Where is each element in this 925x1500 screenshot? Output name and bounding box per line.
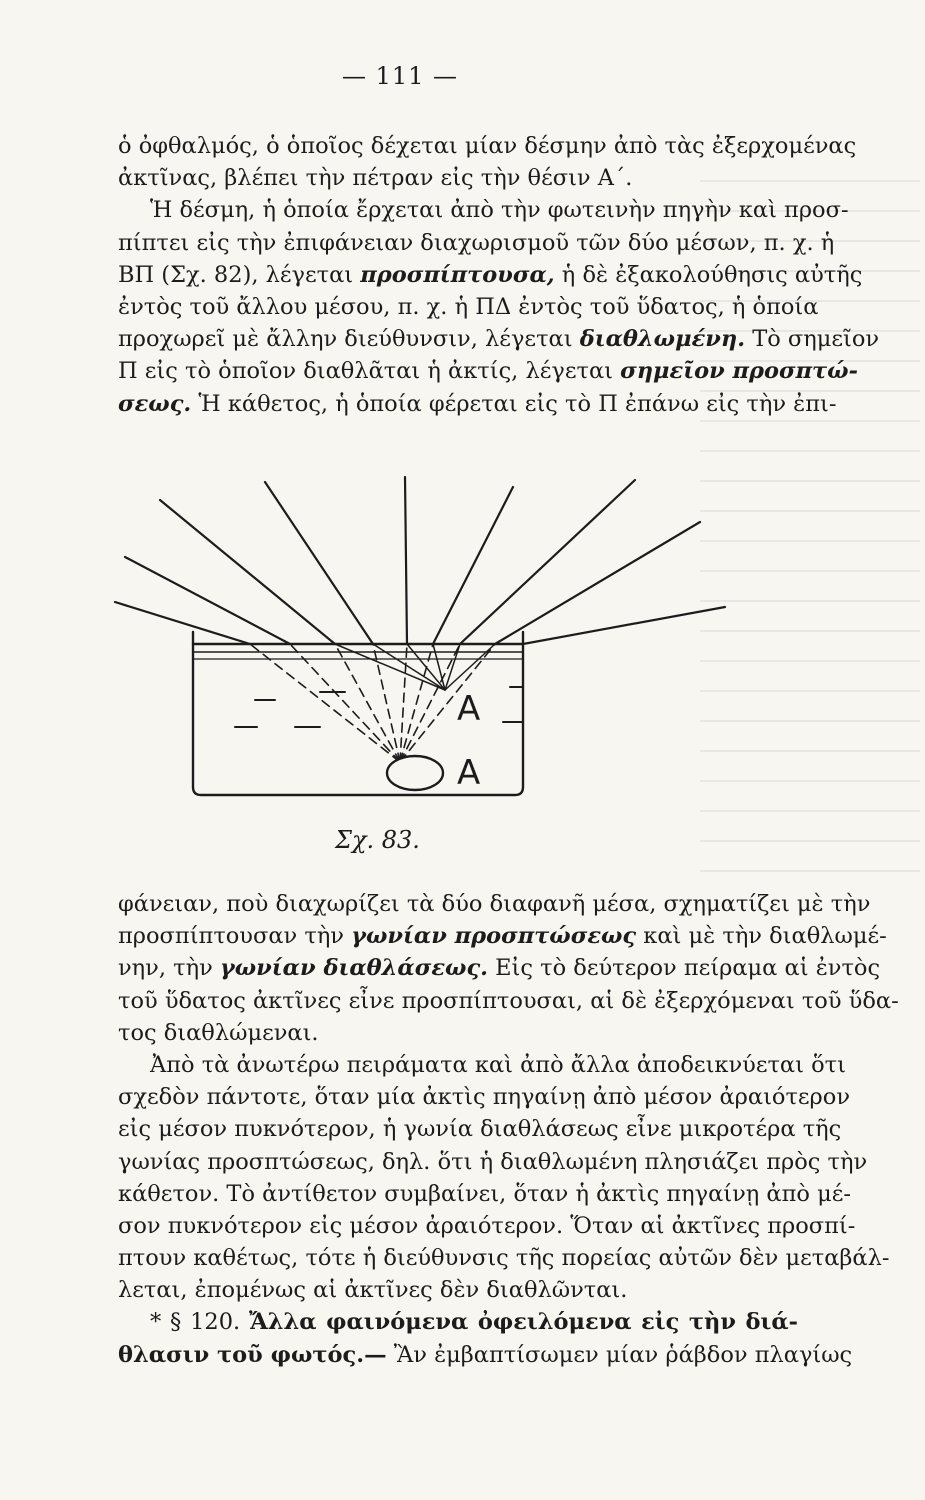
text-line: θλασιν τοῦ φωτός.— Ἂν ἐμβαπτίσωμεν μίαν ῥάβδον πλαγίως <box>118 1341 853 1368</box>
text-line: προσπίπτουσαν τὴν γωνίαν προσπτώσεως καὶ μὲ τὴν διαθλωμέ- <box>118 923 887 950</box>
text-line: ὁ ὀφθαλμός, ὁ ὁποῖος δέχεται μίαν δέσμην ἀπὸ τὰς ἐξερχομένας <box>118 133 857 159</box>
text-line: εἰς μέσον πυκνότερον, ἡ γωνία διαθλάσεως εἶνε μικροτέρα τῆς <box>118 1116 842 1143</box>
stone-icon <box>387 756 443 790</box>
ray <box>265 482 373 644</box>
real-stone-label: Α <box>457 753 481 793</box>
ray <box>115 602 250 644</box>
figure-caption: Σχ. 83. <box>335 826 420 854</box>
text-line: Ἀπὸ τὰ ἀνωτέρω πειράματα καὶ ἀπὸ ἄλλα ἀποδεικνύεται ὅτι <box>150 1051 846 1078</box>
section-heading-line: * § 120. Ἄλλα φαινόμενα ὀφειλόμενα εἰς τὴν διά- <box>150 1309 799 1336</box>
text-line: Π εἰς τὸ ὁποῖον διαθλᾶται ἡ ἀκτίς, λέγεται σημεῖον προσπτώ- <box>118 358 858 385</box>
text-line: φάνειαν, ποὺ διαχωρίζει τὰ δύο διαφανῆ μέσα, σχηματίζει μὲ τὴν <box>118 891 871 917</box>
paragraph-block-bottom <box>118 888 899 1371</box>
paragraph-block-top <box>118 130 880 420</box>
text-line: σχεδὸν πάντοτε, ὅταν μία ἀκτὶς πηγαίνῃ ἀπὸ μέσον ἀραιότερον <box>118 1084 850 1111</box>
text-line: τος διαθλώμεναι. <box>118 1019 319 1046</box>
term-refracted: διαθλωμένη. <box>579 326 746 353</box>
term-angle-of-refraction: γωνίαν διαθλάσεως. <box>219 955 488 982</box>
text-line: ΒΠ (Σχ. 82), λέγεται προσπίπτουσα, ἡ δὲ ἐξακολούθησις αὐτῆς <box>118 261 863 288</box>
text-line: πτουν καθέτως, τότε ἡ διεύθυνσις τῆς πορείας αὐτῶν δὲν μεταβάλ- <box>118 1245 890 1272</box>
text-line: νην, τὴν γωνίαν διαθλάσεως. Εἰς τὸ δεύτερον πείραμα αἱ ἐντὸς <box>118 955 881 982</box>
term-angle-of-incidence: γωνίαν προσπτώσεως <box>351 923 637 950</box>
text-line: πίπτει εἰς τὴν ἐπιφάνειαν διαχωρισμοῦ τῶν δύο μέσων, π. χ. ἡ <box>118 229 835 256</box>
text-line: προχωρεῖ μὲ ἄλλην διεύθυνσιν, λέγεται διαθλωμένη. Τὸ σημεῖον <box>118 326 880 353</box>
section-title: Ἄλλα φαινόμενα ὀφειλόμενα εἰς τὴν διά- <box>249 1309 799 1336</box>
section-title-cont: θλασιν τοῦ φωτός.— <box>118 1341 387 1368</box>
refraction-figure <box>115 462 775 882</box>
text-line: γωνίας προσπτώσεως, δηλ. ὅτι ἡ διαθλωμένη πλησιάζει πρὸς τὴν <box>118 1148 868 1175</box>
text-line: ἀκτῖνας, βλέπει τὴν πέτραν εἰς τὴν θέσιν Α΄. <box>118 165 633 192</box>
page-number: — 111 — <box>341 62 459 90</box>
term-incident: προσπίπτουσα, <box>360 261 555 288</box>
ray <box>460 480 635 644</box>
text-line: λεται, ἐπομένως αἱ ἀκτῖνες δὲν διαθλῶνται. <box>118 1277 628 1304</box>
text-line: κάθετον. Τὸ ἀντίθετον συμβαίνει, ὅταν ἡ ἀκτὶς πηγαίνῃ ἀπὸ μέ- <box>118 1180 851 1207</box>
text-line: Ἡ δέσμη, ἡ ὁποία ἔρχεται ἀπὸ τὴν φωτεινὴν πηγὴν καὶ προσ- <box>150 197 849 224</box>
apparent-stone-label: Α <box>457 689 481 729</box>
term-point-of-incidence: σημεῖον προσπτώ- <box>620 358 858 385</box>
ray <box>405 477 407 644</box>
ray <box>523 607 725 644</box>
text-line: σεως. Ἡ κάθετος, ἡ ὁποία φέρεται εἰς τὸ Π ἐπάνω εἰς τὴν ἐπι- <box>118 390 837 417</box>
text-line: τοῦ ὕδατος ἀκτῖνες εἶνε προσπίπτουσαι, αἱ δὲ ἐξερχόμεναι τοῦ ὕδα- <box>118 987 899 1014</box>
text-line: ἐντὸς τοῦ ἄλλου μέσου, π. χ. ἡ ΠΔ ἐντὸς τοῦ ὕδατος, ἡ ὁποία <box>118 293 819 320</box>
ray <box>433 487 513 644</box>
text-line: σον πυκνότερον εἰς μέσον ἀραιότερον. Ὅταν αἱ ἀκτῖνες προσπί- <box>118 1212 856 1239</box>
